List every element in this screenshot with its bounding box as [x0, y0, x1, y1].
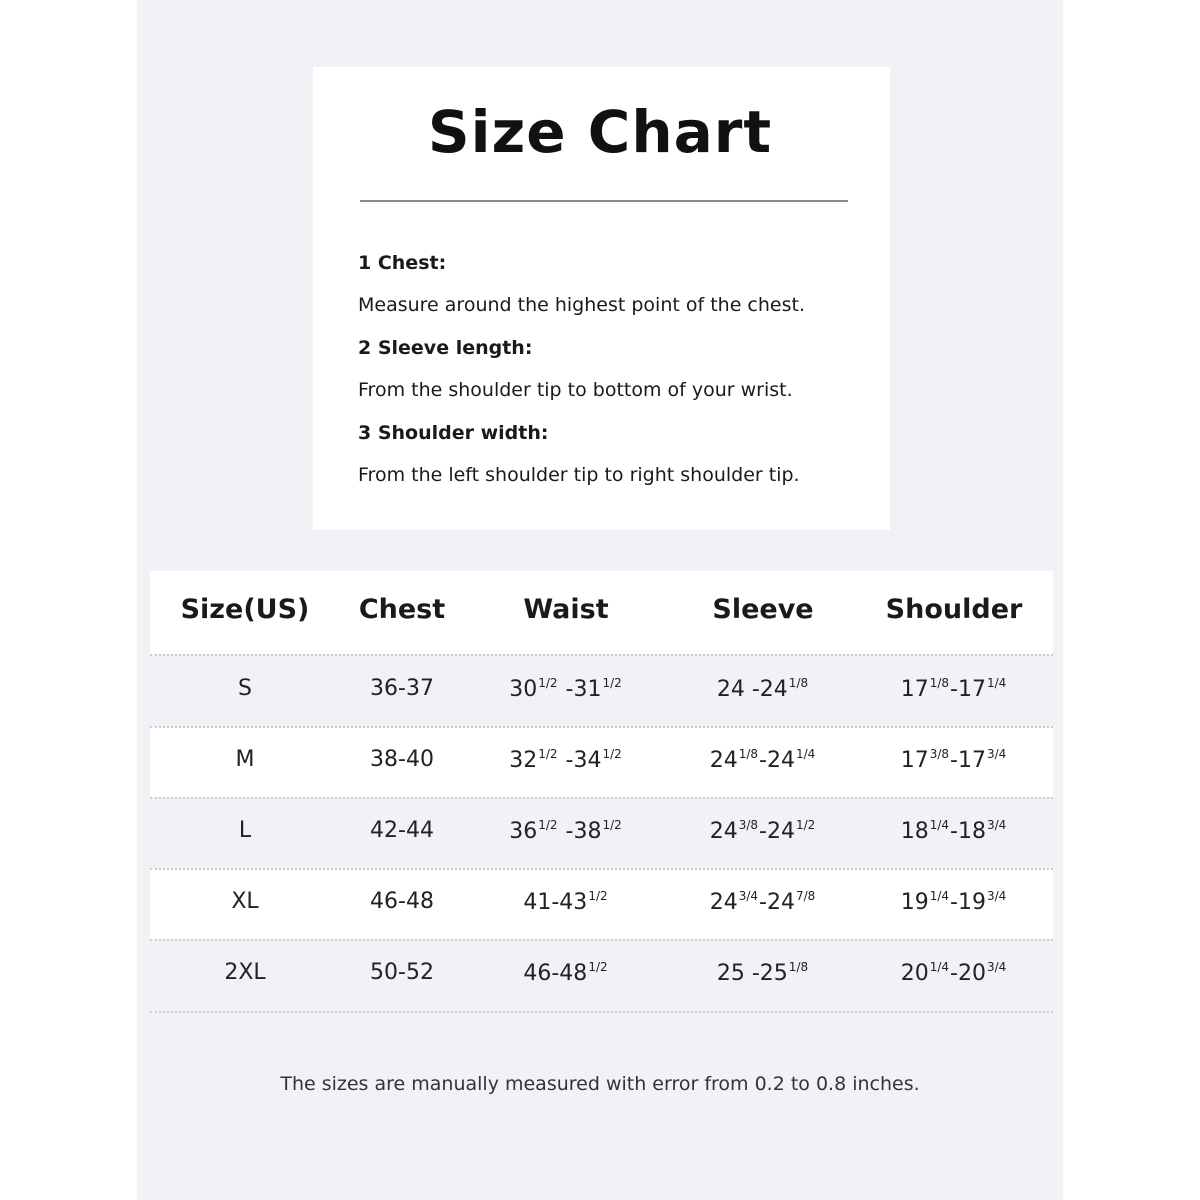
table-cell-waist: $36^{1/2}$ $-38^{1/2}$	[509, 818, 622, 844]
table-cell-sleeve: $24^{3/4}-24^{7/8}$	[709, 889, 816, 915]
table-cell-waist: $46-48^{1/2}$	[523, 960, 608, 986]
row-divider	[150, 868, 1053, 870]
table-cell-shoulder: $19^{1/4}-19^{3/4}$	[900, 889, 1007, 915]
table-cell-size: M	[235, 747, 255, 772]
table-cell-chest: 50-52	[370, 960, 434, 985]
table-cell-size: L	[238, 818, 252, 843]
column-header-shoulder: Shoulder	[885, 594, 1023, 625]
row-divider	[150, 939, 1053, 941]
table-cell-waist: $41-43^{1/2}$	[523, 889, 608, 915]
row-divider	[150, 654, 1053, 656]
instruction-shoulder-text: From the left shoulder tip to right shoulder tip.	[358, 464, 800, 486]
table-cell-shoulder: $20^{1/4}-20^{3/4}$	[900, 960, 1007, 986]
table-cell-chest: 46-48	[370, 889, 434, 914]
table-cell-chest: 38-40	[370, 747, 434, 772]
row-divider	[150, 726, 1053, 728]
column-header-sleeve: Sleeve	[712, 594, 814, 625]
table-cell-waist: $32^{1/2}$ $-34^{1/2}$	[509, 747, 622, 773]
table-cell-shoulder: $18^{1/4}-18^{3/4}$	[900, 818, 1007, 844]
column-header-chest: Chest	[358, 594, 446, 625]
column-header-size: Size(US)	[180, 594, 310, 625]
table-cell-waist: $30^{1/2}$ $-31^{1/2}$	[509, 676, 622, 702]
table-cell-sleeve: 25 $-25^{1/8}$	[716, 960, 809, 986]
instruction-sleeve-heading: 2 Sleeve length:	[358, 337, 533, 359]
column-header-waist: Waist	[523, 594, 609, 625]
page-title: Size Chart	[427, 98, 773, 166]
table-cell-sleeve: 24 $-24^{1/8}$	[716, 676, 809, 702]
instruction-chest-text: Measure around the highest point of the chest.	[358, 294, 805, 316]
table-cell-chest: 42-44	[370, 818, 434, 843]
table-cell-size: 2XL	[224, 960, 266, 985]
instruction-shoulder-heading: 3 Shoulder width:	[358, 422, 549, 444]
table-cell-shoulder: $17^{3/8}-17^{3/4}$	[900, 747, 1007, 773]
table-cell-size: S	[238, 676, 252, 701]
table-cell-sleeve: $24^{1/8}-24^{1/4}$	[709, 747, 816, 773]
table-cell-chest: 36-37	[370, 676, 434, 701]
instruction-chest-heading: 1 Chest:	[358, 252, 447, 274]
table-cell-shoulder: $17^{1/8}-17^{1/4}$	[900, 676, 1007, 702]
table-cell-size: XL	[231, 889, 259, 914]
table-cell-sleeve: $24^{3/8}-24^{1/2}$	[709, 818, 816, 844]
row-divider	[150, 797, 1053, 799]
footnote: The sizes are manually measured with error from 0.2 to 0.8 inches.	[280, 1073, 920, 1095]
title-divider	[360, 200, 848, 202]
row-divider	[150, 1011, 1053, 1013]
instruction-sleeve-text: From the shoulder tip to bottom of your wrist.	[358, 379, 793, 401]
